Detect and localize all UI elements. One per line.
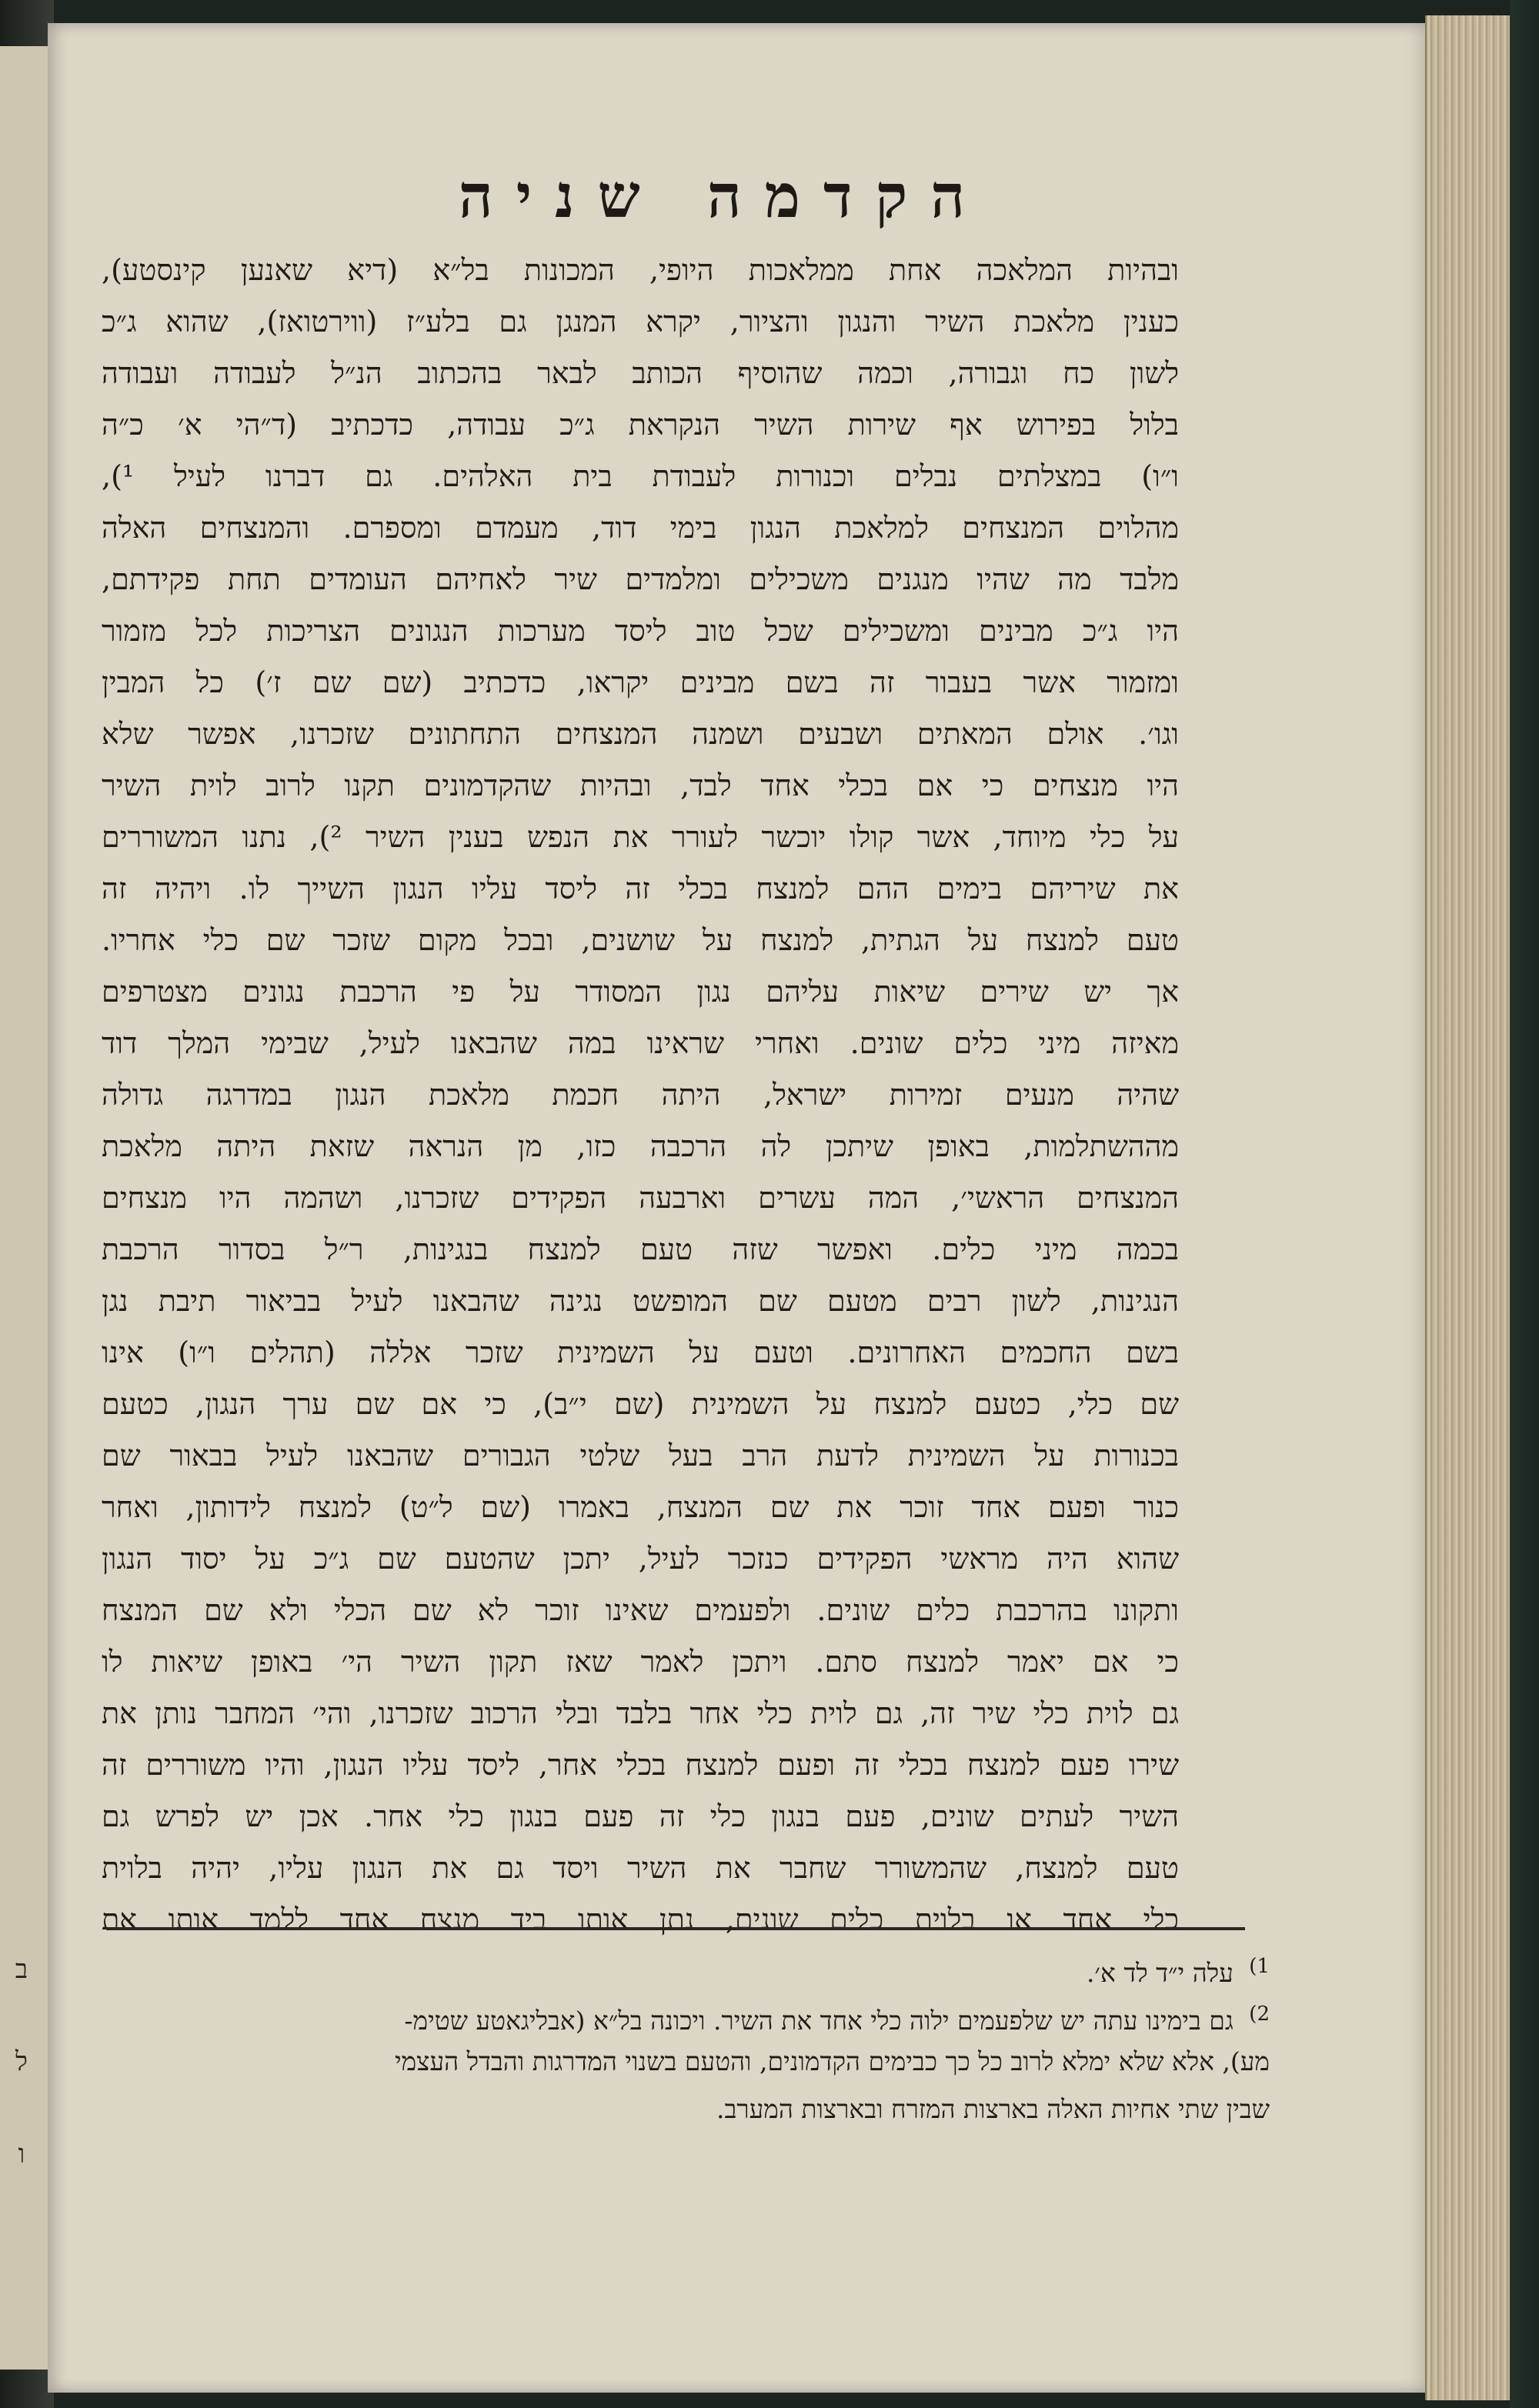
- text-line: טעם למנצח על הגתית, למנצח על שושנים, ובכל מקום שזכר שם כלי אחריו.: [102, 923, 1179, 957]
- text-line: שירו פעם למנצח בכלי זה ופעם למנצח בכלי אחר, ליסד עליו הנגון, והיו משוררים זה: [102, 1748, 1179, 1782]
- text-line: השיר לעתים שונים, פעם בנגון כלי זה פעם בנגון כלי אחר. אכן יש לפרש גם: [102, 1799, 1179, 1833]
- right-cover: [1510, 0, 1539, 2408]
- footnotes: [69, 1943, 1270, 2133]
- text-line: כענין מלאכת השיר והנגון והציור, יקרא המנגן גם בלע״ז (ווירטואז), שהוא ג״כ: [102, 305, 1179, 339]
- footnote-divider: [106, 1927, 1245, 1930]
- text-line: ובהיות המלאכה אחת ממלאכות היופי, המכונות בל״א (דיא שאנען קינסטע),: [102, 253, 1179, 287]
- text-line: כנור ופעם אחד זוכר את שם המנצח, באמרו (שם ל״ט) למנצח לידותון, ואחר: [102, 1490, 1179, 1524]
- text-line: לשון כח וגבורה, וכמה שהוסיף הכותב לבאר בהכתוב הנ״ל לעבודה ועבודה: [102, 356, 1179, 390]
- text-line: מלבד מה שהיו מנגנים משכילים ומלמדים שיר לאחיהם העומדים תחת פקידתם,: [102, 562, 1179, 596]
- prev-glyph: ב: [15, 1954, 28, 1985]
- text-line: שהוא היה מראשי הפקידים כנזכר לעיל, יתכן שהטעם שם ג״כ על יסוד הנגון: [102, 1542, 1179, 1576]
- text-line: בכמה מיני כלים. ואפשר שזה טעם למנצח בנגינות, ר״ל בסדור הרכבת: [102, 1232, 1179, 1266]
- prev-glyph: ל: [15, 2046, 28, 2077]
- text-line: הנגינות, לשון רבים מטעם שם המופשט נגינה שהבאנו לעיל בביאור תיבת נגן: [102, 1284, 1179, 1318]
- text-line: מההשתלמות, באופן שיתכן לה הרכבה כזו, מן הנראה שזאת היתה מלאכת: [102, 1129, 1179, 1163]
- prev-glyph: ו: [18, 2139, 25, 2170]
- text-line: טעם למנצח, שהמשורר שחבר את השיר ויסד גם את הנגון עליו, יהיה בלוית: [102, 1851, 1179, 1885]
- text-line: המנצחים הראשי׳, המה עשרים וארבעה הפקידים שזכרנו, ושהמה היו מנצחים: [102, 1181, 1179, 1215]
- text-line: את שיריהם בימים ההם למנצח בכלי זה ליסד עליו הנגון השייך לו. ויהיה זה: [102, 872, 1179, 906]
- footnote-2: [69, 1990, 1270, 2038]
- text-line: אך יש שירים שיאות עליהם נגון המסודר על פי הרכבת נגונים מצטרפים: [102, 975, 1179, 1009]
- footnote-text: גם בימינו עתה יש שלפעמים ילוה כלי אחד את השיר. ויכונה בל״א (אבליגאטע שטימ-: [404, 2006, 1234, 2036]
- text-line: וגו׳. אולם המאתים ושבעים ושמנה המנצחים התחתונים שזכרנו, אפשר שלא: [102, 717, 1179, 751]
- footnote-2-continued: שבין שתי אחיות האלה בארצות המזרח ובארצות המערב.: [716, 2094, 1270, 2124]
- footnote-text: עלה י״ד לד א׳.: [1086, 1958, 1234, 1988]
- text-line: ומזמור אשר בעבור זה בשם מבינים יקראו, כדכתיב (שם שם ז׳) כל המבין: [102, 665, 1179, 699]
- previous-page-edge: [0, 46, 50, 2370]
- text-line: כלי אחד או בלוית כלים שונים, נתן אותו ביד מנצח אחד ללמד אותו את: [102, 1903, 1179, 1936]
- footnote-marker: 2): [1249, 2003, 1270, 2026]
- footnote-2-continued: מע), אלא שלא ימלא לרוב כל כך כבימים הקדמונים, והטעם בשנוי המדרגות והבדל העצמי: [394, 2046, 1270, 2076]
- footnote-marker: 1): [1249, 1955, 1270, 1978]
- text-line: בלול בפירוש אף שירות השיר הנקראת ג״כ עבודה, כדכתיב (ד״הי א׳ כ״ה: [102, 408, 1179, 442]
- text-line: היו מנצחים כי אם בכלי אחד לבד, ובהיות שהקדמונים תקנו לרוב לוית השיר: [102, 769, 1179, 802]
- text-line: מאיזה מיני כלים שונים. ואחרי שראינו במה שהבאנו לעיל, שבימי המלך דוד: [102, 1026, 1179, 1060]
- text-line: שהיה מנעים זמירות ישראל, היתה חכמת מלאכת הנגון במדרגה גדולה: [102, 1078, 1179, 1112]
- text-line: גם לוית כלי שיר זה, גם לוית כלי אחר בלבד ובלי הרכוב שזכרנו, והי׳ המחבר נותן את: [102, 1696, 1179, 1730]
- text-line: בשם החכמים האחרונים. וטעם על השמינית שזכר אללה (תהלים ו״ו) אינו: [102, 1336, 1179, 1369]
- page-title: הקדמה שניה: [458, 162, 989, 232]
- text-line: כי אם יאמר למנצח סתם. ויתכן לאמר שאז תקון השיר הי׳ באופן שיאות לו: [102, 1645, 1179, 1679]
- footnote-1: [69, 1943, 1270, 1990]
- text-line: שם כלי, כטעם למנצח על השמינית (שם י״ב), כי אם שם ערך הנגון, כטעם: [102, 1387, 1179, 1421]
- page-stack-edge: [1425, 15, 1511, 2400]
- body-text: [102, 245, 1179, 1946]
- text-line: ותקונו בהרכבת כלים שונים. ולפעמים שאינו זוכר לא שם הכלי ולא שם המנצח: [102, 1593, 1179, 1627]
- text-line: ו״ו) במצלתים נבלים וכנורות לעבודת בית האלהים. גם דברנו לעיל ¹),: [102, 459, 1179, 493]
- text-line: בכנורות על השמינית לדעת הרב בעל שלטי הגבורים שהבאנו לעיל בבאור שם: [102, 1439, 1179, 1472]
- text-line: היו ג״כ מבינים ומשכילים שכל טוב ליסד מערכות הנגונים הצריכות לכל מזמור: [102, 614, 1179, 648]
- previous-page-glyphs: [6, 1923, 37, 2200]
- text-line: מהלוים המנצחים למלאכת הנגון בימי דוד, מעמדם ומספרם. והמנצחים האלה: [102, 511, 1179, 545]
- text-line: על כלי מיוחד, אשר קולו יוכשר לעורר את הנפש בענין השיר ²), נתנו המשוררים: [102, 820, 1179, 854]
